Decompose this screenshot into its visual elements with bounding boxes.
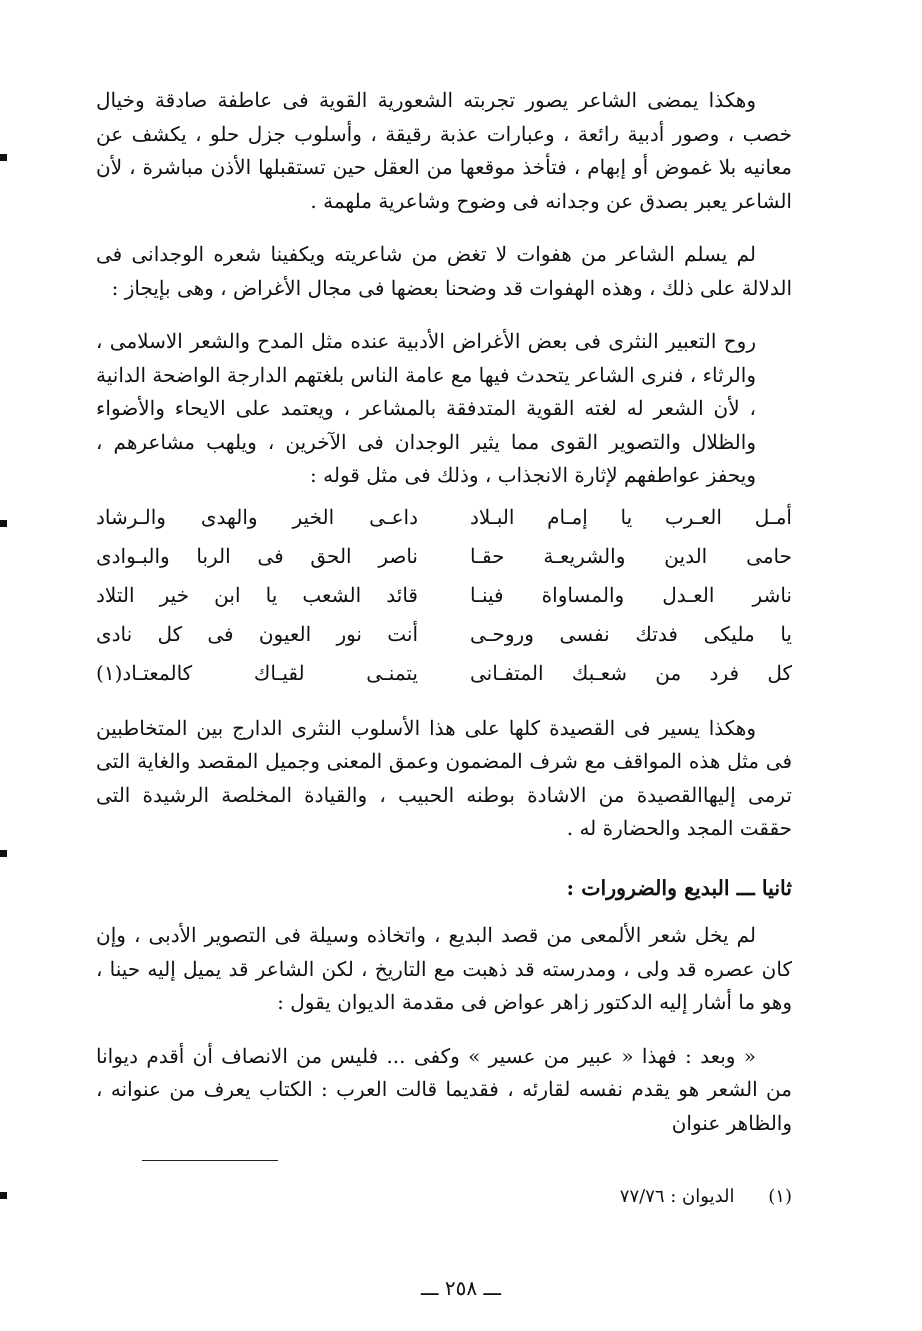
verse-first-hemistich: أمـل العـرب يا إمـام البـلاد [470,505,792,530]
poem-verses [96,499,792,694]
paragraph-1: وهكذا يمضى الشاعر يصور تجربته الشعورية القوية فى عاطفة صادقة وخيال خصب ، وصور أدبية رائعة ، وعبارات عذبة رقيقة ، وأسلوب جزل حلو ، يكشف عن معانيه بلا غموض أو إبهام ، فتأخذ موقعها من العقل حين تستقبلها الأذن مباشرة ، لأن الشاعر يعبر بصدق عن وجدانه فى وضوح وشاعرية ملهمة . [96,88,792,213]
verse-first-hemistich: كل فرد من شعـبك المتفـانى [470,661,792,686]
paragraph-2: لم يسلم الشاعر من هفوات لا تغض من شاعريته ويكفينا شعره الوجدانى فى الدلالة على ذلك ، وهذه الهفوات قد وضحنا بعضها فى مجال الأغراض ، وهى بإيجاز : [96,242,792,300]
page-number: ـــ ٢٥٨ ـــ [420,1276,502,1300]
paragraph-3: روح التعبير النثرى فى بعض الأغراض الأدبية عنده مثل المدح والشعر الاسلامى ، والرثاء ، فنرى الشاعر يتحدث فيها مع عامة الناس بلغتهم الدارجة الواضحة الدانية ، لأن الشعر له لغته القوية المتدفقة بالمشاعر ، ويعتمد على الايحاء والأضواء والظلال والتصوير القوى مما يثير الوجدان فى الآخرين ، ويلهب مشاعرهم ، ويحفز عواطفهم لإثارة الانجذاب ، وذلك فى مثل قوله : [96,329,756,487]
margin-mark [0,154,7,161]
verse-first-hemistich: يا مليكى فدتك نفسى وروحـى [470,622,792,647]
verse-row [96,577,792,616]
footnote [140,1186,792,1207]
verse-second-hemistich: داعـى الخير والهدى والـرشاد [96,505,418,530]
verse-first-hemistich: ناشر العـدل والمساواة فينـا [470,583,792,608]
paragraph-6: « وبعد : فهذا « عبير من عسير » وكفى ... فليس من الانصاف أن أقدم ديوانا من الشعر هو يقدم نفسه لقارئه ، فقديما قالت العرب : الكتاب يعرف من عنوانه ، والظاهر عنوان [96,1043,792,1135]
verse-row [96,499,792,538]
verse-second-hemistich: أنت نور العيون فى كل نادى [96,622,418,647]
verse-second-hemistich: قائد الشعب يا ابن خير التلاد [96,583,418,608]
paragraph-4: وهكذا يسير فى القصيدة كلها على هذا الأسلوب النثرى الدارج بين المتخاطبين فى مثل هذه المواقف مع شرف المضمون وعمق المعنى وجميل المقصد والغاية التى ترمى إليهاالقصيدة من الاشادة بوطنه الحبيب ، والقيادة المخلصة الرشيدة التى حققت المجد والحضارة له . [96,715,792,840]
paragraph-5: لم يخل شعر الألمعى من قصد البديع ، واتخاذه وسيلة فى التصوير الأدبى ، وإن كان عصره قد ولى ، ومدرسته قد ذهبت مع التاريخ ، لكن الشاعر قد يميل إليه حينا ، وهو ما أشار إليه الدكتور زاهر عواض فى مقدمة الديوان يقول : [96,923,792,1014]
margin-mark [0,520,7,527]
footnote-text: الديوان : ٧٧/٧٦ [619,1186,735,1207]
verse-first-hemistich: حامى الدين والشريعـة حقـا [470,544,792,569]
verse-row [96,538,792,577]
footnote-number: (١) [768,1186,792,1207]
verse-second-hemistich: ناصر الحق فى الربا والبـوادى [96,544,418,569]
page-body [96,84,792,1160]
section-heading: ثانيا ـــ البديع والضرورات : [566,875,792,900]
margin-mark [0,1192,7,1199]
margin-mark [0,850,7,857]
footnote-divider [142,1160,278,1161]
verse-row [96,616,792,655]
verse-second-hemistich: يتمنـى لقيـاك كالمعتـاد(١) [96,661,418,686]
verse-row [96,655,792,694]
